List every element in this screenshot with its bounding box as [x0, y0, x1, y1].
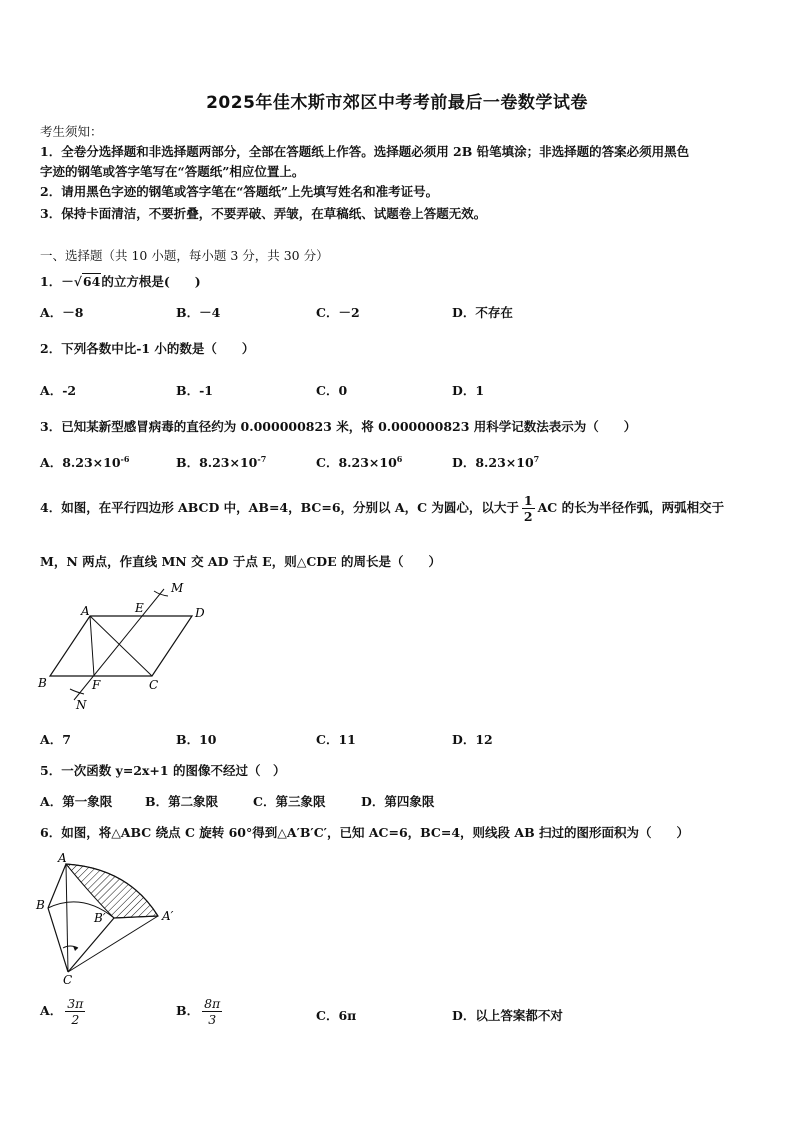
fraction-denominator: 2	[523, 509, 533, 524]
label-b: B	[38, 676, 47, 690]
q2-option-a[interactable]: A．-2	[40, 383, 77, 398]
q3-option-c[interactable]	[316, 453, 402, 471]
q3-option-d[interactable]	[452, 453, 539, 471]
question-4-line-1	[40, 493, 724, 524]
q3-option-b-base: B．8.23×10	[176, 455, 258, 470]
question-1-prefix: 1．－	[40, 274, 74, 289]
question-2: 2．下列各数中比-1 小的数是（ ）	[40, 341, 255, 356]
notice-item-1: 1．全卷分选择题和非选择题两部分，全部在答题纸上作答。选择题必须用 2B 铅笔填涂；非选择题的答案必须用黑色	[40, 144, 690, 159]
q6-option-b-num: 8π	[204, 996, 221, 1011]
q6-option-a-num: 3π	[67, 996, 84, 1011]
segment-af	[90, 616, 94, 676]
label-m: M	[171, 581, 184, 595]
q2-option-b[interactable]: B．-1	[176, 383, 213, 398]
q6-option-a[interactable]	[40, 996, 88, 1027]
question-4-text-b: AC 的长为半径作弧，两弧相交于	[537, 500, 725, 515]
question-4-line-2: M，N 两点，作直线 MN 交 AD 于点 E，则△CDE 的周长是（ ）	[40, 554, 441, 569]
rotation-figure	[30, 848, 190, 988]
radicand: 64	[82, 274, 101, 289]
q4-option-c[interactable]: C．11	[316, 732, 356, 747]
q2-option-d[interactable]: D．1	[452, 383, 485, 398]
q1-option-b[interactable]: B．－4	[176, 305, 221, 320]
q6-option-b-letter: B．	[176, 1003, 200, 1018]
q6-option-b-fraction	[202, 996, 222, 1027]
q5-option-c[interactable]: C．第三象限	[253, 794, 326, 809]
fraction-numerator: 1	[523, 493, 533, 508]
label-a-prime: A′	[162, 909, 174, 923]
question-5: 5．一次函数 y=2x+1 的图像不经过（ ）	[40, 763, 286, 778]
label-c: C	[63, 973, 73, 987]
q6-option-d[interactable]: D．以上答案都不对	[452, 1008, 563, 1023]
q3-option-c-base: C．8.23×10	[316, 455, 397, 470]
label-b-prime: B′	[94, 911, 106, 925]
question-1	[40, 272, 201, 290]
diagonal-ac	[90, 616, 152, 676]
notice-item-3: 3．保持卡面清洁，不要折叠，不要弄破、弄皱，在草稿纸、试题卷上答题无效。	[40, 206, 487, 221]
notice-item-1-cont: 字迹的钢笔或答字笔写在“答题纸”相应位置上。	[40, 164, 305, 179]
question-1-suffix: 的立方根是( )	[101, 274, 201, 289]
swept-region	[66, 864, 158, 918]
q4-option-d[interactable]: D．12	[452, 732, 493, 747]
section-heading: 一、选择题（共 10 小题，每小题 3 分，共 30 分）	[40, 248, 329, 263]
question-3: 3．已知某新型感冒病毒的直径约为 0.000000823 米，将 0.000000823 用科学记数法表示为（ ）	[40, 419, 637, 434]
q1-option-c[interactable]: C．－2	[316, 305, 360, 320]
q5-option-a[interactable]: A．第一象限	[40, 794, 113, 809]
q2-option-c[interactable]: C．0	[316, 383, 348, 398]
parallelogram-figure	[30, 575, 230, 715]
q4-option-b[interactable]: B．10	[176, 732, 217, 747]
notice-item-2: 2．请用黑色字迹的钢笔或答字笔在“答题纸”上先填写姓名和准考证号。	[40, 184, 439, 199]
q1-option-d[interactable]: D．不存在	[452, 305, 513, 320]
segment-a-prime-c	[68, 916, 158, 972]
q6-option-b-den: 3	[208, 1012, 217, 1027]
q3-option-a[interactable]	[40, 453, 129, 471]
q3-option-b[interactable]	[176, 453, 266, 471]
segment-ac	[66, 864, 68, 972]
label-b: B	[36, 898, 45, 912]
q1-option-a[interactable]: A．－8	[40, 305, 84, 320]
q3-option-c-exp: 6	[396, 453, 403, 464]
q5-option-d[interactable]: D．第四象限	[361, 794, 435, 809]
q3-option-b-exp: -7	[257, 453, 267, 464]
segment-bc	[48, 908, 68, 972]
q4-option-a[interactable]: A．7	[40, 732, 71, 747]
label-f: F	[92, 678, 101, 692]
q3-option-d-base: D．8.23×10	[452, 455, 534, 470]
label-c: C	[149, 678, 159, 692]
q3-option-a-exp: -6	[120, 453, 130, 464]
question-6: 6．如图，将△ABC 绕点 C 旋转 60°得到△A′B′C′，已知 AC=6，BC=4，则线段 AB 扫过的图形面积为（ ）	[40, 825, 690, 840]
q3-option-d-exp: 7	[533, 453, 540, 464]
q6-option-b[interactable]	[176, 996, 225, 1027]
arc-mark-m	[154, 591, 168, 596]
exam-title: 2025年佳木斯市郊区中考考前最后一卷数学试卷	[206, 93, 588, 113]
q6-option-c[interactable]: C．6π	[316, 1008, 357, 1023]
label-e: E	[135, 601, 144, 615]
label-d: D	[195, 606, 205, 620]
fraction-half	[522, 493, 535, 524]
label-a: A	[81, 604, 90, 618]
q6-option-a-letter: A．	[40, 1003, 63, 1018]
segment-b-prime-c	[68, 918, 114, 972]
segment-ab	[48, 864, 66, 908]
label-a: A	[58, 851, 67, 865]
q3-option-a-base: A．8.23×10	[40, 455, 121, 470]
q6-option-a-den: 2	[71, 1012, 80, 1027]
q5-option-b[interactable]: B．第二象限	[145, 794, 219, 809]
sqrt-symbol: √64	[73, 274, 101, 289]
label-n: N	[76, 698, 87, 712]
notice-heading: 考生须知：	[40, 124, 103, 139]
question-4-text-a: 4．如图，在平行四边形 ABCD 中，AB=4，BC=6，分别以 A，C 为圆心，以大于	[40, 500, 519, 515]
q6-option-a-fraction	[65, 996, 85, 1027]
